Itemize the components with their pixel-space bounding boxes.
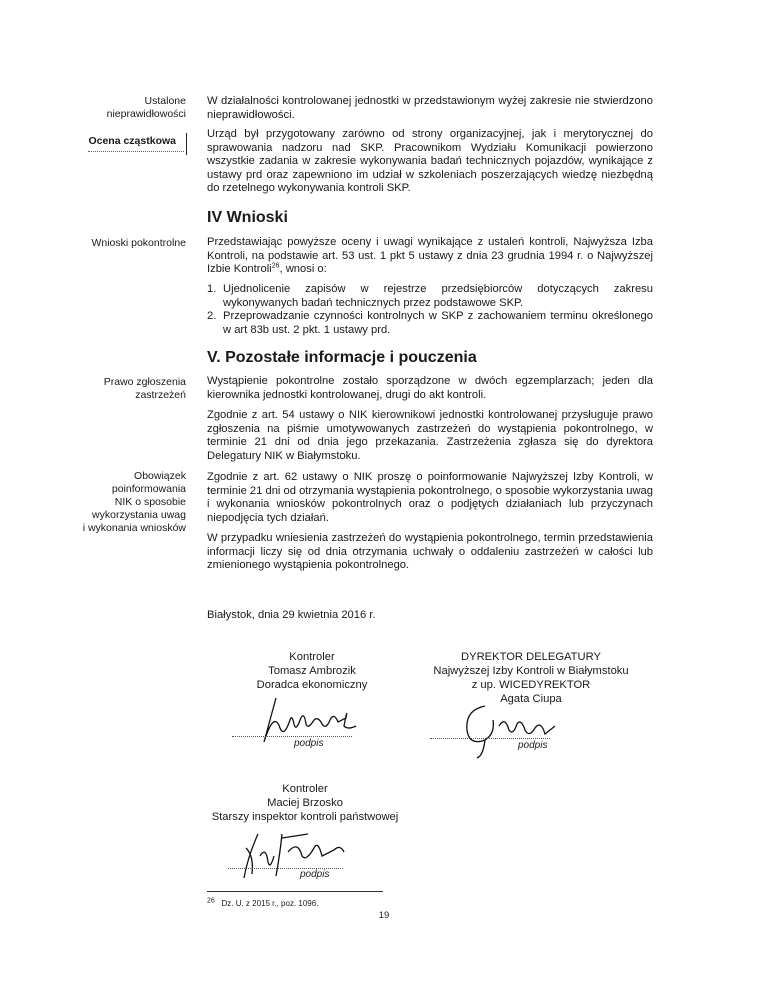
signature-right-graphic xyxy=(455,700,565,760)
sidebar-label-obowiazek: Obowiązek poinformowania NIK o sposobie wykorzystania uwag i wykonania wniosków xyxy=(82,470,186,534)
sidebar-label-ustalone: Ustalone nieprawidłowości xyxy=(106,95,186,120)
divider xyxy=(88,151,184,152)
wnioski-list xyxy=(207,283,653,337)
footnote xyxy=(207,899,318,908)
signature-line-left xyxy=(232,736,352,737)
sidebar-label-ocena: Ocena cząstkowa xyxy=(88,135,176,147)
list-item: 1. Ujednolicenie zapisów w rejestrze przedsiębiorców dotyczących zakresu wykonywanych badań technicznych przez podstawowe SKP. xyxy=(207,283,653,309)
paragraph-ocena: Urząd był przygotowany zarówno od strony organizacyjnej, jak i merytorycznej do sprawowania nadzoru nad SKP. Pracownikom Wydziału Komunikacji powierzono wszystkie zadania w zakresie wykonywania badań technicznych pojazdów, wynikające z ustawy prd oraz zapewniono im udział w szkoleniach poszerzających wiedzę niezbędną do rzetelnego wykonywania kontroli SKP. xyxy=(207,128,653,195)
paragraph-termin: W przypadku wniesienia zastrzeżeń do wystąpienia pokontrolnego, termin przedstawienia informacji liczy się od dnia otrzymania uchwały o oddaleniu zastrzeżeń w całości lub zmienionego wystąpienia pokontrolnego. xyxy=(207,532,653,572)
paragraph-zastrzezenia: Zgodnie z art. 54 ustawy o NIK kierownikowi jednostki kontrolowanej przysługuje prawo zgłoszenia na piśmie umotywowanych zastrzeżeń do wystąpienia pokontrolnego, w terminie 21 dni od dnia jego przekazania. Zastrzeżenia zgłasza się do dyrektora Delegatury NIK w Białymstoku. xyxy=(207,409,653,462)
sidebar-label-wnioski: Wnioski pokontrolne xyxy=(91,237,186,249)
podpis-label-right: podpis xyxy=(518,740,548,751)
ocena-czastkowa-box xyxy=(88,133,187,155)
signature-line-right xyxy=(430,738,550,739)
paragraph-obowiazek: Zgodnie z art. 62 ustawy o NIK proszę o poinformowanie Najwyższej Izby Kontroli, w terminie 21 dni od otrzymania wystąpienia pokontrolnego, o sposobie wykorzystania uwag i wykonania wniosków pokontrolnych oraz o podjętych działaniach lub przyczynach niepodjęcia tych działań. xyxy=(207,471,653,524)
sidebar-label-prawo: Prawo zgłoszenia zastrzeżeń xyxy=(103,376,186,401)
footnote-text: Dz. U. z 2015 r., poz. 1096. xyxy=(221,899,319,908)
signature-left-text: Kontroler Tomasz Ambrozik Doradca ekonomiczny xyxy=(256,651,368,691)
podpis-label-bottom: podpis xyxy=(300,869,330,880)
paragraph-ustalone: W działalności kontrolowanej jednostki w przedstawionym wyżej zakresie nie stwierdzono nieprawidłowości. xyxy=(207,95,653,121)
paragraph-wnioski: Przedstawiając powyższe oceny i uwagi wynikające z ustaleń kontroli, Najwyższa Izba Kontroli, na podstawie art. 53 ust. 1 pkt 5 ustawy z dnia 23 grudnia 1994 r. o Najwyższej Izbie Kontroli$^{26}$, wnosi o: xyxy=(207,236,653,276)
paragraph-egzemplarze: Wystąpienie pokontrolne zostało sporządzone w dwóch egzemplarzach; jeden dla kierownika jednostki kontrolowanej, drugi do akt kontroli. xyxy=(207,375,653,401)
list-item: 2. Przeprowadzanie czynności kontrolnych w SKP z zachowaniem terminu określonego w art 83b ust. 2 pkt. 1 ustawy prd. xyxy=(207,310,653,336)
date-line: Białystok, dnia 29 kwietnia 2016 r. xyxy=(207,609,376,621)
footnote-ref: 26 xyxy=(271,262,280,270)
heading-pozostale: V. Pozostałe informacje i pouczenia xyxy=(207,349,477,366)
footnote-mark: 26 xyxy=(207,897,215,905)
signature-right-text: DYREKTOR DELEGATURY Najwyższej Izby Kontroli w Białymstoku z up. WICEDYREKTOR Agata Ciupa xyxy=(433,651,629,705)
page-number: 19 xyxy=(378,910,390,921)
podpis-label-left: podpis xyxy=(294,738,324,749)
footnote-divider xyxy=(207,891,383,892)
heading-wnioski: IV Wnioski xyxy=(207,209,288,226)
signature-bottom-text: Kontroler Maciej Brzosko Starszy inspektor kontroli państwowej xyxy=(211,783,399,823)
